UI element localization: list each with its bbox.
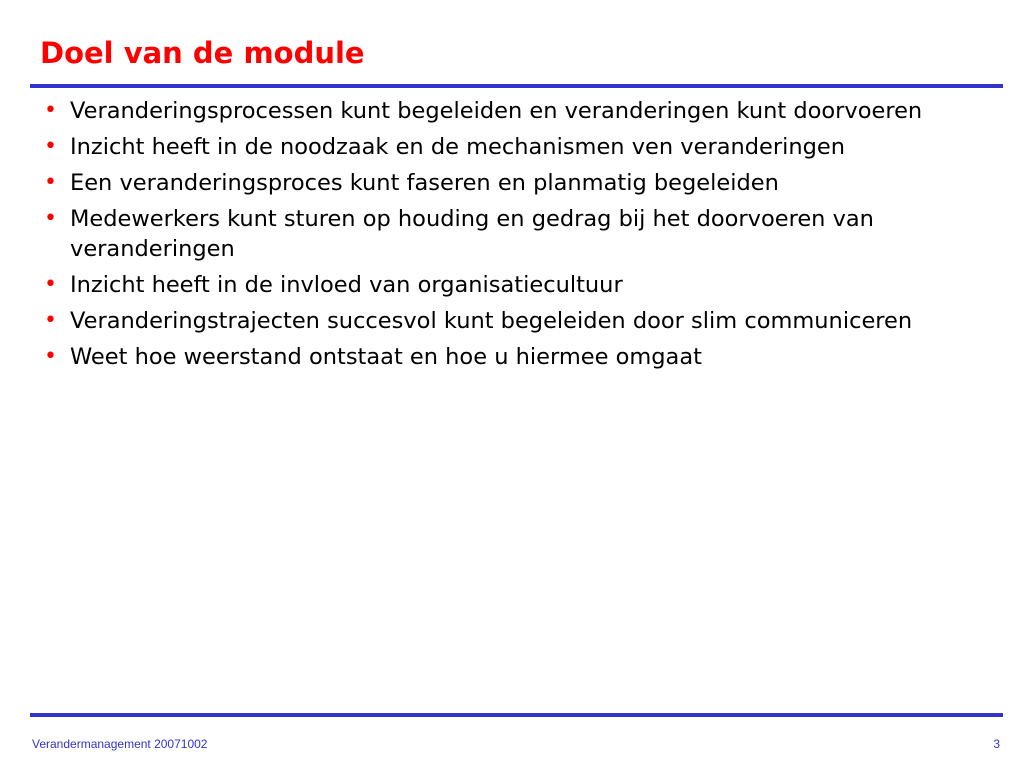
bullet-item — [43, 168, 993, 198]
bullet-item — [43, 342, 993, 372]
bullet-dot-icon: • — [44, 98, 57, 123]
footer-divider — [30, 713, 1003, 717]
page-number: 3 — [993, 737, 1000, 751]
bullet-text: Inzicht heeft in de invloed van organisatiecultuur — [70, 272, 623, 298]
bullet-dot-icon: • — [44, 272, 57, 297]
bullet-item — [43, 204, 993, 264]
bullet-dot-icon: • — [44, 344, 57, 369]
bullet-text: Weet hoe weerstand ontstaat en hoe u hiermee omgaat — [70, 344, 702, 370]
bullet-text: Medewerkers kunt sturen op houding en gedrag bij het doorvoeren van veranderingen — [70, 206, 874, 262]
slide-title: Doel van de module — [40, 36, 365, 70]
bullet-text: Veranderingstrajecten succesvol kunt begeleiden door slim communiceren — [70, 308, 913, 334]
bullet-text: Inzicht heeft in de noodzaak en de mechanismen ven veranderingen — [70, 134, 846, 160]
footer-title: Verandermanagement 20071002 — [32, 737, 208, 751]
bullet-dot-icon: • — [44, 308, 57, 333]
bullet-dot-icon: • — [44, 134, 57, 159]
bullet-item — [43, 270, 993, 300]
bullet-dot-icon: • — [44, 170, 57, 195]
bullet-dot-icon: • — [44, 206, 57, 231]
bullet-list — [43, 96, 993, 378]
bullet-item — [43, 96, 993, 126]
bullet-text: Een veranderingsproces kunt faseren en planmatig begeleiden — [70, 170, 779, 196]
bullet-item — [43, 132, 993, 162]
bullet-text: Veranderingsprocessen kunt begeleiden en veranderingen kunt doorvoeren — [70, 98, 923, 124]
bullet-item — [43, 306, 993, 336]
title-divider — [30, 84, 1003, 88]
